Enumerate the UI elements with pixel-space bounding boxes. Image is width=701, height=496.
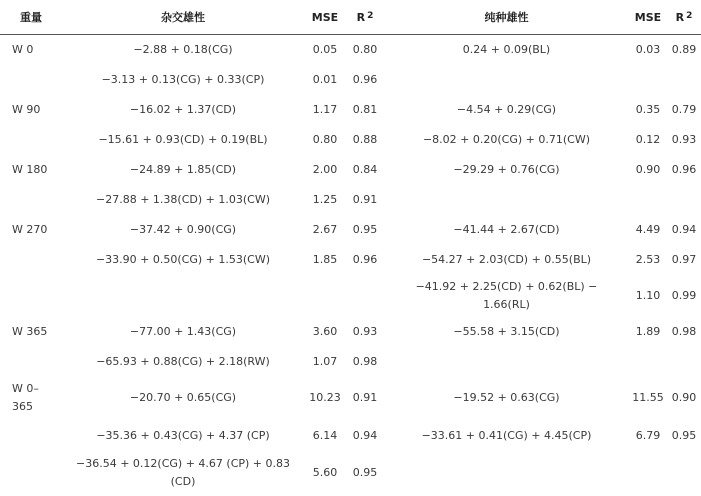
weight-cell: W 90 xyxy=(12,102,41,116)
weight-cell xyxy=(0,185,62,215)
hybrid-r2-cell: 0.91 xyxy=(352,192,378,206)
purebred-mse-cell: 6.79 xyxy=(635,428,661,442)
table-row xyxy=(0,245,701,275)
hybrid-mse-cell: 3.60 xyxy=(312,324,338,338)
hybrid-formula-cell: −77.00 + 1.43(CG) xyxy=(129,324,237,338)
purebred-formula-cell: −54.27 + 2.03(CD) + 0.55(BL) xyxy=(421,252,592,266)
table-row xyxy=(0,35,701,65)
purebred-formula-cell: −55.58 + 3.15(CD) xyxy=(453,324,560,338)
hybrid-r2-cell: 0.80 xyxy=(352,42,378,56)
purebred-mse-cell: 2.53 xyxy=(635,252,661,266)
hybrid-mse-cell: 0.05 xyxy=(312,42,338,56)
purebred-mse-cell: 0.12 xyxy=(635,132,661,146)
purebred-r2-cell: 0.99 xyxy=(671,288,697,302)
purebred-mse-cell: 0.90 xyxy=(635,162,661,176)
header-r2-hybrid: R $^2$ xyxy=(346,0,384,35)
weight-cell xyxy=(0,275,62,317)
purebred-mse-cell xyxy=(629,185,667,215)
purebred-formula-cell: −19.52 + 0.63(CG) xyxy=(453,390,560,404)
hybrid-formula-cell: −3.13 + 0.13(CG) + 0.33(CP) xyxy=(101,72,265,86)
hybrid-mse-cell: 10.23 xyxy=(309,390,341,404)
hybrid-mse-cell: 1.85 xyxy=(312,252,338,266)
hybrid-formula-cell: −65.93 + 0.88(CG) + 2.18(RW) xyxy=(96,354,270,368)
hybrid-formula-cell xyxy=(62,275,304,317)
weight-cell xyxy=(0,125,62,155)
table-row xyxy=(0,317,701,347)
hybrid-mse-cell xyxy=(304,275,346,317)
purebred-formula-cell: −41.92 + 2.25(CD) + 0.62(BL) − 1.66(RL) xyxy=(415,279,598,311)
hybrid-mse-cell: 5.60 xyxy=(312,465,338,479)
purebred-mse-cell xyxy=(629,453,667,493)
hybrid-formula-cell: −15.61 + 0.93(CD) + 0.19(BL) xyxy=(98,132,268,146)
table-row xyxy=(0,155,701,185)
header-mse-hybrid: MSE xyxy=(304,0,346,35)
purebred-r2-cell: 0.96 xyxy=(671,162,697,176)
hybrid-r2-cell: 0.84 xyxy=(352,162,378,176)
hybrid-r2-cell: 0.96 xyxy=(352,252,378,266)
hybrid-mse-cell: 6.14 xyxy=(312,428,338,442)
table-row xyxy=(0,215,701,245)
hybrid-formula-cell: −20.70 + 0.65(CG) xyxy=(129,390,237,404)
hybrid-mse-cell: 2.67 xyxy=(312,222,338,236)
purebred-mse-cell: 4.49 xyxy=(635,222,661,236)
purebred-formula-cell: −33.61 + 0.41(CG) + 4.45(CP) xyxy=(421,428,592,442)
table-row xyxy=(0,65,701,95)
hybrid-mse-cell: 0.01 xyxy=(312,72,338,86)
purebred-formula-cell: −41.44 + 2.67(CD) xyxy=(453,222,560,236)
header-mse-purebred: MSE xyxy=(629,0,667,35)
purebred-formula-cell xyxy=(384,347,629,377)
table-row xyxy=(0,419,701,453)
purebred-r2-cell: 0.90 xyxy=(671,390,697,404)
hybrid-mse-cell: 0.80 xyxy=(312,132,338,146)
weight-cell: W 0– 365 xyxy=(12,381,39,413)
purebred-mse-cell: 0.35 xyxy=(635,102,661,116)
purebred-formula-cell: −8.02 + 0.20(CG) + 0.71(CW) xyxy=(422,132,591,146)
purebred-r2-cell: 0.93 xyxy=(671,132,697,146)
hybrid-mse-cell: 1.07 xyxy=(312,354,338,368)
purebred-r2-cell xyxy=(667,453,701,493)
purebred-r2-cell xyxy=(667,65,701,95)
purebred-r2-cell: 0.94 xyxy=(671,222,697,236)
purebred-formula-cell xyxy=(384,453,629,493)
hybrid-r2-cell: 0.95 xyxy=(352,222,378,236)
purebred-r2-cell xyxy=(667,185,701,215)
hybrid-r2-cell: 0.98 xyxy=(352,354,378,368)
weight-cell xyxy=(0,453,62,493)
hybrid-formula-cell: −24.89 + 1.85(CD) xyxy=(129,162,237,176)
weight-cell: W 0 xyxy=(12,42,34,56)
table-row xyxy=(0,185,701,215)
hybrid-r2-cell: 0.93 xyxy=(352,324,378,338)
table-header-row xyxy=(0,0,701,35)
hybrid-mse-cell: 1.25 xyxy=(312,192,338,206)
hybrid-formula-cell: −36.54 + 0.12(CG) + 4.67 (CP) + 0.83 (CD) xyxy=(76,456,290,488)
table-row xyxy=(0,95,701,125)
hybrid-r2-cell: 0.95 xyxy=(352,465,378,479)
purebred-mse-cell xyxy=(629,65,667,95)
weight-cell xyxy=(0,347,62,377)
table-row xyxy=(0,377,701,419)
hybrid-r2-cell: 0.88 xyxy=(352,132,378,146)
weight-cell: W 365 xyxy=(12,324,48,338)
purebred-r2-cell: 0.89 xyxy=(671,42,697,56)
hybrid-formula-cell: −35.36 + 0.43(CG) + 4.37 (CP) xyxy=(96,428,270,442)
table-row xyxy=(0,275,701,317)
purebred-r2-cell: 0.79 xyxy=(671,102,697,116)
hybrid-formula-cell: −37.42 + 0.90(CG) xyxy=(129,222,237,236)
header-purebred-male: 纯种雄性 xyxy=(384,0,629,35)
hybrid-formula-cell: −16.02 + 1.37(CD) xyxy=(129,102,237,116)
hybrid-formula-cell: −2.88 + 0.18(CG) xyxy=(133,42,233,56)
purebred-mse-cell: 11.55 xyxy=(632,390,664,404)
purebred-r2-cell: 0.95 xyxy=(671,428,697,442)
hybrid-formula-cell: −33.90 + 0.50(CG) + 1.53(CW) xyxy=(95,252,271,266)
purebred-formula-cell xyxy=(384,185,629,215)
purebred-mse-cell: 0.03 xyxy=(635,42,661,56)
weight-cell xyxy=(0,65,62,95)
weight-cell xyxy=(0,245,62,275)
weight-cell: W 180 xyxy=(12,162,48,176)
header-r2-purebred: R $^2$ xyxy=(667,0,701,35)
hybrid-r2-cell: 0.94 xyxy=(352,428,378,442)
hybrid-r2-cell: 0.96 xyxy=(352,72,378,86)
purebred-mse-cell: 1.89 xyxy=(635,324,661,338)
header-hybrid-male: 杂交雄性 xyxy=(62,0,304,35)
hybrid-mse-cell: 2.00 xyxy=(312,162,338,176)
purebred-formula-cell: 0.24 + 0.09(BL) xyxy=(462,42,551,56)
purebred-formula-cell xyxy=(384,65,629,95)
purebred-mse-cell xyxy=(629,347,667,377)
table-row xyxy=(0,453,701,493)
purebred-formula-cell: −29.29 + 0.76(CG) xyxy=(453,162,560,176)
purebred-r2-cell xyxy=(667,347,701,377)
purebred-formula-cell: −4.54 + 0.29(CG) xyxy=(456,102,557,116)
header-weight: 重量 xyxy=(0,0,62,35)
table-row xyxy=(0,347,701,377)
purebred-r2-cell: 0.98 xyxy=(671,324,697,338)
hybrid-formula-cell: −27.88 + 1.38(CD) + 1.03(CW) xyxy=(96,192,270,206)
hybrid-r2-cell: 0.81 xyxy=(352,102,378,116)
hybrid-r2-cell xyxy=(346,275,384,317)
purebred-mse-cell: 1.10 xyxy=(635,288,661,302)
hybrid-r2-cell: 0.91 xyxy=(352,390,378,404)
table-row xyxy=(0,125,701,155)
purebred-r2-cell: 0.97 xyxy=(671,252,697,266)
weight-cell: W 270 xyxy=(12,222,48,236)
hybrid-mse-cell: 1.17 xyxy=(312,102,338,116)
weight-cell xyxy=(0,419,62,453)
